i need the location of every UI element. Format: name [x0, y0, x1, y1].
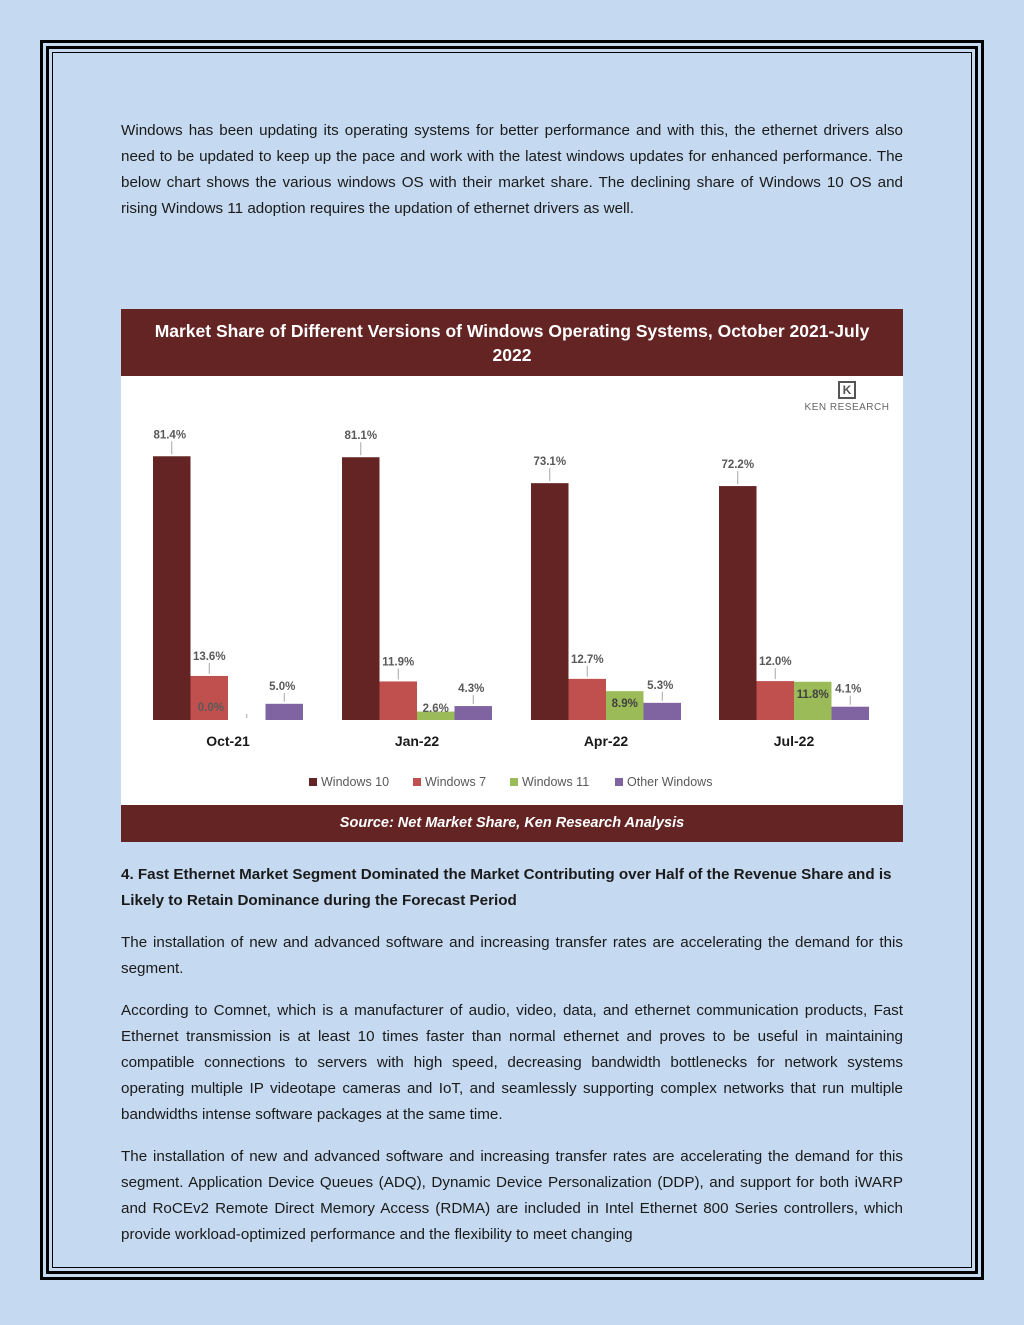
- body-paragraph-2: According to Comnet, which is a manufacturer of audio, video, data, and ethernet communication products, Fast Ethernet transmission is at least 10 times faster than normal ethernet and proves to be useful in maintaining compatible connections to servers with high speed, decreasing bandwidth bottlenecks for network systems operating multiple IP videotape cameras and IoT, and seamlessly supporting complex networks that run multiple bandwidths intense software packages at the same time.: [121, 1002, 903, 1123]
- body-section: [121, 930, 903, 1248]
- data-label: 81.1%: [344, 430, 378, 443]
- category-label: Jul-22: [773, 733, 815, 749]
- data-label: 8.9%: [611, 698, 638, 711]
- data-label: 0.0%: [197, 702, 224, 714]
- logo-mark-icon: K: [838, 381, 856, 399]
- data-label: 72.2%: [721, 459, 755, 472]
- data-label: 5.3%: [647, 679, 674, 692]
- data-label: 2.6%: [422, 703, 449, 715]
- data-label: 12.0%: [758, 656, 792, 669]
- chart-source-text: Source: Net Market Share, Ken Research Analysis: [339, 815, 685, 831]
- legend-swatch: [413, 778, 421, 786]
- chart-title: Market Share of Different Versions of Windows Operating Systems, October 2021-July 2022: [154, 320, 870, 365]
- bar-windows-10-jan-22: [342, 457, 380, 720]
- legend-label: Windows 10: [321, 775, 390, 789]
- data-label: 12.7%: [570, 653, 604, 666]
- data-label: 5.0%: [269, 680, 296, 693]
- category-label: Jan-22: [394, 733, 440, 749]
- data-label: 73.1%: [533, 456, 567, 469]
- data-label: 81.4%: [153, 429, 187, 442]
- body-paragraph-1: The installation of new and advanced software and increasing transfer rates are accelerating the demand for this segment.: [121, 934, 903, 977]
- legend-label: Other Windows: [627, 775, 713, 789]
- body-paragraph-3: The installation of new and advanced software and increasing transfer rates are accelerating the demand for this segment. Application Device Queues (ADQ), Dynamic Device Personalization (DDP), and support for both iWARP and RoCEv2 Remote Direct Memory Access (RDMA) are included in Intel Ethernet 800 Series controllers, which provide workload-optimized performance and the flexibility to meet changing: [121, 1148, 903, 1243]
- data-label: 4.3%: [458, 683, 485, 696]
- category-label: Oct-21: [206, 733, 250, 749]
- intro-section: [121, 118, 903, 222]
- bar-windows-7-jan-22: [380, 681, 418, 720]
- bar-other-windows-oct-21: [266, 704, 304, 720]
- legend-label: Windows 7: [425, 775, 487, 789]
- bar-windows-10-apr-22: [531, 483, 569, 720]
- legend-swatch: [615, 778, 623, 786]
- bar-other-windows-jan-22: [455, 706, 493, 720]
- logo-text: KEN RESEARCH: [804, 402, 890, 413]
- data-label: 13.6%: [192, 650, 226, 663]
- data-label: 11.8%: [796, 688, 829, 701]
- bar-chart: [121, 376, 903, 805]
- data-label: 11.9%: [382, 656, 415, 669]
- bar-other-windows-apr-22: [644, 703, 682, 720]
- legend-swatch: [309, 778, 317, 786]
- section-heading: 4. Fast Ethernet Market Segment Dominated the Market Contributing over Half of the Revenue Share and is Likely to Retain Dominance during the Forecast Period: [121, 866, 892, 909]
- bar-windows-10-jul-22: [719, 486, 757, 720]
- bar-windows-10-oct-21: [153, 456, 191, 720]
- bar-windows-7-jul-22: [757, 681, 795, 720]
- category-label: Apr-22: [583, 733, 629, 749]
- legend-swatch: [510, 778, 518, 786]
- chart-header: [121, 309, 903, 376]
- chart-panel: [121, 309, 903, 842]
- bar-windows-7-apr-22: [569, 679, 607, 720]
- legend-label: Windows 11: [522, 775, 590, 789]
- bar-windows-11-jul-22: [794, 682, 832, 720]
- chart-source: [121, 805, 903, 842]
- intro-paragraph: Windows has been updating its operating systems for better performance and with this, the ethernet drivers also need to be updated to keep up the pace and work with the latest windows updates for enhanced performance. The below chart shows the various windows OS with their market share. The declining share of Windows 10 OS and rising Windows 11 adoption requires the updation of ethernet drivers as well.: [121, 122, 903, 217]
- data-label: 4.1%: [835, 683, 862, 696]
- bar-other-windows-jul-22: [832, 707, 870, 720]
